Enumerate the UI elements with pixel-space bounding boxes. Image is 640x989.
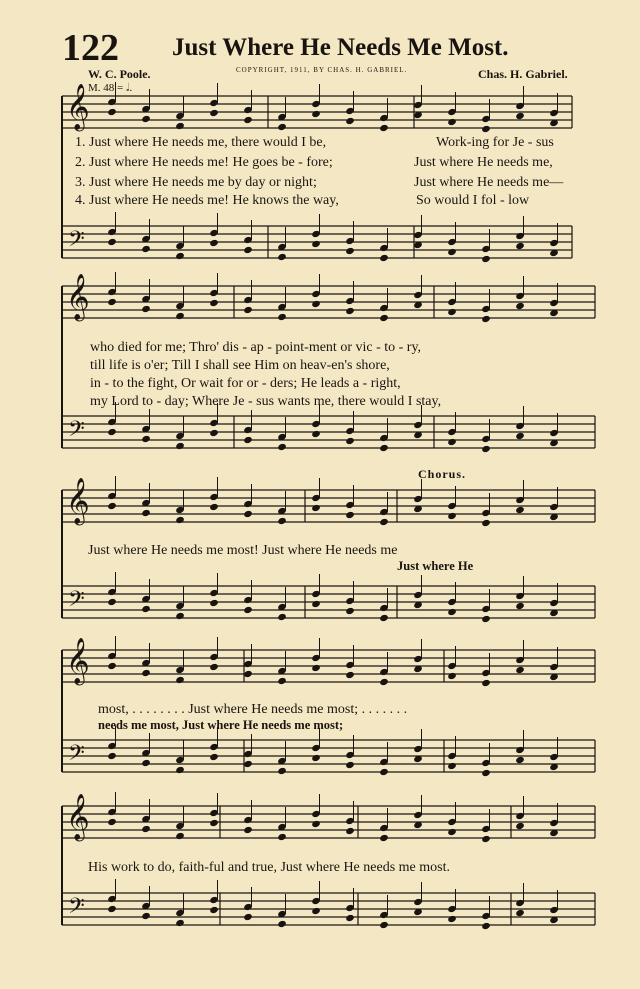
- system2-treble-clef-icon: 𝄞: [66, 274, 90, 320]
- system4-treble-note: [447, 672, 457, 680]
- verse1-line2: who died for me; Thro' dis - ap - point-ment or vic - to - ry,: [90, 340, 422, 355]
- hymn-number: 122: [62, 27, 119, 69]
- verse4-line1a: 4. Just where He needs me! He knows the way,: [75, 193, 339, 208]
- verse4-line1b: So would I fol - low: [416, 193, 530, 208]
- system4-treble-clef-icon: 𝄞: [66, 638, 90, 684]
- system5-treble-note: [345, 827, 355, 835]
- system5-treble-note: [243, 826, 253, 834]
- system1-bass-note: [379, 254, 389, 262]
- system1-treble-note: [107, 108, 117, 116]
- system1-treble-clef-icon: 𝄞: [66, 84, 90, 130]
- verse3-line2: in - to the fight, Or wait for or - ders; He leads a - right,: [90, 376, 401, 391]
- verse2-line2: till life is o'er; Till I shall see Him on heav-en's shore,: [90, 358, 390, 373]
- system3-bass-clef-icon: 𝄢: [68, 587, 85, 617]
- system3-treble-note: [277, 517, 287, 525]
- system4-treble-note: [209, 663, 219, 671]
- system2-bass-note: [243, 436, 253, 444]
- verse3-line1b: Just where He needs me—: [414, 175, 564, 190]
- system1-bass-note: [107, 238, 117, 246]
- chorus-alto-lyric-2: needs me most, Just where He needs me most;: [98, 718, 344, 732]
- system1-bass-note: [243, 246, 253, 254]
- chorus-lyric-1: Just where He needs me most! Just where He needs me: [88, 543, 398, 558]
- chorus-lyric-2: most, . . . . . . . . Just where He needs me most; . . . . . . .: [98, 702, 408, 717]
- system5-bass-note: [379, 921, 389, 929]
- system3-treble-note: [141, 509, 151, 517]
- system4-bass-clef-icon: 𝄢: [68, 741, 85, 771]
- system5-bass-note: [107, 905, 117, 913]
- system5-treble-note: [311, 820, 321, 828]
- system4-bass-note: [311, 754, 321, 762]
- system4-bass-note: [379, 768, 389, 776]
- chorus-label: Chorus.: [418, 467, 467, 481]
- system1-treble-note: [209, 109, 219, 117]
- system2-treble-note: [209, 299, 219, 307]
- system4-bass-note: [107, 752, 117, 760]
- system2-bass-note: [311, 430, 321, 438]
- system3-bass-note: [277, 613, 287, 621]
- system4-treble-note: [141, 669, 151, 677]
- system4-bass-note: [175, 766, 185, 774]
- composer-credit: Chas. H. Gabriel.: [478, 67, 568, 81]
- system4-bass-note: [447, 762, 457, 770]
- system5-bass-note: [209, 906, 219, 914]
- system1-bass-note: [209, 239, 219, 247]
- system2-treble-note: [447, 308, 457, 316]
- system2-bass-note: [209, 429, 219, 437]
- system1-treble-note: [243, 116, 253, 124]
- system1-bass-note: [141, 245, 151, 253]
- system1-bass-note: [515, 242, 525, 250]
- system3-treble-note: [107, 502, 117, 510]
- system1-treble-note: [277, 123, 287, 131]
- system2-treble-note: [311, 300, 321, 308]
- system2-bass-note: [277, 443, 287, 451]
- system1-bass-note: [175, 252, 185, 260]
- system3-treble-note: [379, 518, 389, 526]
- system5-treble-note: [107, 818, 117, 826]
- system3-treble-note: [447, 512, 457, 520]
- verse4-line2: my Lord to - day; Where Je - sus wants me, there would I stay,: [90, 394, 442, 409]
- system2-treble-note: [515, 302, 525, 310]
- system3-bass-note: [515, 602, 525, 610]
- system3-treble-note: [311, 504, 321, 512]
- system2-bass-note: [447, 438, 457, 446]
- system4-treble-note: [311, 664, 321, 672]
- system1-bass-note: [277, 253, 287, 261]
- system4-bass-note: [209, 753, 219, 761]
- system3-bass-note: [481, 615, 491, 623]
- system1-treble-note: [345, 117, 355, 125]
- verse2-line1a: 2. Just where He needs me! He goes be - fore;: [75, 155, 333, 170]
- chorus-lyric-3: His work to do, faith-ful and true, Just where He needs me most.: [88, 860, 450, 875]
- system5-bass-note: [447, 915, 457, 923]
- system3-bass-note: [209, 599, 219, 607]
- system2-bass-note: [481, 445, 491, 453]
- system5-treble-clef-icon: 𝄞: [66, 794, 90, 840]
- system3-bass-note: [311, 600, 321, 608]
- system5-bass-note: [141, 912, 151, 920]
- system1-bass-note: [311, 240, 321, 248]
- system2-treble-note: [243, 306, 253, 314]
- lyricist-credit: W. C. Poole.: [88, 67, 151, 81]
- system2-treble-note: [345, 307, 355, 315]
- system4-bass-note: [243, 760, 253, 768]
- system4-treble-note: [481, 679, 491, 687]
- system5-treble-note: [141, 825, 151, 833]
- system4-bass-note: [515, 756, 525, 764]
- system4-bass-note: [481, 769, 491, 777]
- system2-bass-note: [175, 442, 185, 450]
- system5-bass-clef-icon: 𝄢: [68, 894, 85, 924]
- system2-treble-note: [107, 298, 117, 306]
- system5-bass-note: [243, 913, 253, 921]
- system5-bass-note: [515, 909, 525, 917]
- system2-treble-note: [141, 305, 151, 313]
- system1-treble-note: [481, 125, 491, 133]
- system2-bass-note: [107, 428, 117, 436]
- system3-treble-note: [209, 503, 219, 511]
- system3-bass-note: [243, 606, 253, 614]
- system2-bass-note: [345, 437, 355, 445]
- system4-treble-note: [345, 671, 355, 679]
- system3-treble-note: [243, 510, 253, 518]
- hymn-title: Just Where He Needs Me Most.: [172, 34, 509, 61]
- system4-treble-note: [277, 677, 287, 685]
- system5-bass-note: [277, 920, 287, 928]
- system3-treble-note: [481, 519, 491, 527]
- system1-treble-note: [141, 115, 151, 123]
- system4-bass-note: [345, 761, 355, 769]
- system1-bass-note: [345, 247, 355, 255]
- system3-treble-note: [175, 516, 185, 524]
- system3-bass-note: [379, 614, 389, 622]
- system5-treble-note: [481, 835, 491, 843]
- system5-bass-note: [481, 922, 491, 930]
- system2-treble-note: [481, 315, 491, 323]
- system1-treble-note: [175, 122, 185, 130]
- verse3-line1a: 3. Just where He needs me by day or night;: [75, 175, 317, 190]
- system1-bass-clef-icon: 𝄢: [68, 227, 85, 257]
- system1-treble-note: [379, 124, 389, 132]
- system5-treble-note: [175, 832, 185, 840]
- system4-treble-note: [175, 676, 185, 684]
- system3-bass-note: [141, 605, 151, 613]
- system4-treble-note: [107, 662, 117, 670]
- system3-bass-note: [107, 598, 117, 606]
- system1-treble-note: [515, 112, 525, 120]
- verse2-line1b: Just where He needs me,: [414, 155, 553, 170]
- system5-treble-note: [379, 834, 389, 842]
- copyright-notice: COPYRIGHT, 1911, BY CHAS. H. GABRIEL.: [236, 66, 408, 74]
- tempo-marking: M. 48 = 𝅗𝅥.: [88, 82, 133, 94]
- chorus-alto-lyric-1: Just where He: [397, 559, 474, 573]
- system5-bass-note: [345, 914, 355, 922]
- system2-treble-note: [379, 314, 389, 322]
- system3-bass-note: [345, 607, 355, 615]
- system4-treble-note: [515, 666, 525, 674]
- system1-bass-note: [481, 255, 491, 263]
- system3-treble-note: [345, 511, 355, 519]
- system4-bass-note: [277, 767, 287, 775]
- system5-treble-note: [515, 822, 525, 830]
- system2-treble-note: [277, 313, 287, 321]
- system2-treble-note: [175, 312, 185, 320]
- system3-treble-clef-icon: 𝄞: [66, 478, 90, 524]
- system1-bass-note: [447, 248, 457, 256]
- system2-bass-note: [379, 444, 389, 452]
- system1-treble-note: [447, 118, 457, 126]
- system3-bass-note: [175, 612, 185, 620]
- system5-treble-note: [277, 833, 287, 841]
- system2-bass-note: [141, 435, 151, 443]
- system3-bass-note: [447, 608, 457, 616]
- system3-treble-note: [515, 506, 525, 514]
- system4-bass-note: [141, 759, 151, 767]
- verse1-line1b: Work-ing for Je - sus: [436, 135, 554, 150]
- system5-treble-note: [447, 828, 457, 836]
- verse1-line1a: 1. Just where He needs me, there would I be,: [75, 135, 327, 150]
- system5-bass-note: [311, 907, 321, 915]
- system5-bass-note: [175, 919, 185, 927]
- system2-bass-clef-icon: 𝄢: [68, 417, 85, 447]
- system4-treble-note: [243, 670, 253, 678]
- system5-treble-note: [209, 819, 219, 827]
- system4-treble-note: [379, 678, 389, 686]
- system1-treble-note: [311, 110, 321, 118]
- system2-bass-note: [515, 432, 525, 440]
